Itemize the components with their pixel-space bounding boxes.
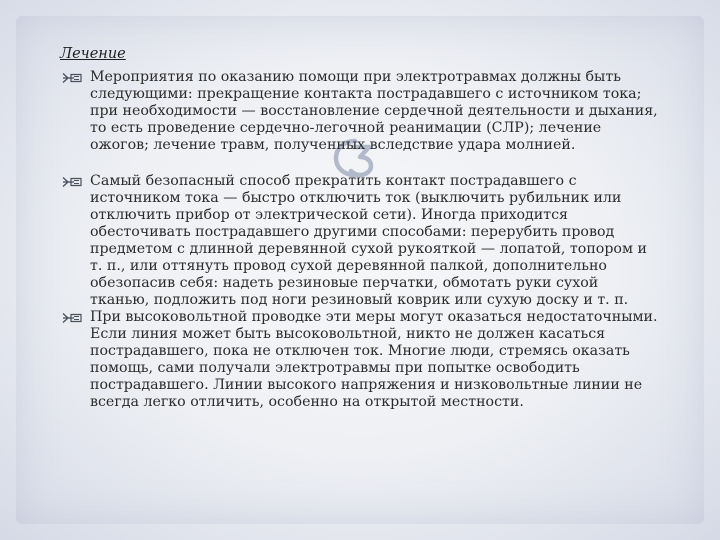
- bullet-item: [58, 69, 658, 154]
- bullet-item: [58, 173, 658, 309]
- bullet-arrow-icon: [62, 72, 82, 84]
- slide-content: [58, 69, 658, 411]
- bullet-text: Самый безопасный способ прекратить контакт пострадавшего с источником тока — быстро отключить ток (выключить рубильник или отключить прибор от электрической сети). Иногда приходится обесточивать пострадавшего другими способами: перерубить провод предметом с длинной деревянной сухой рукояткой — лопатой, топором и т. п., или оттянуть провод сухой деревянной палкой, дополнительно обезопасив себя: надеть резиновые перчатки, обмотать руки сухой тканью, подложить под ноги резиновый коврик или сухую доску и т. п.: [90, 173, 647, 308]
- slide-title: Лечение: [60, 46, 126, 62]
- bullet-arrow-icon: [62, 312, 82, 324]
- bullet-text: Мероприятия по оказанию помощи при электротравмах должны быть следующими: прекращение контакта пострадавшего с источником тока; при необходимости — восстановление сердечной деятельности и дыхания, то есть проведение сердечно-легочной реанимации (СЛР); лечение ожогов; лечение травм, полученных вследствие удара молнией.: [90, 69, 658, 153]
- bullet-text: При высоковольтной проводке эти меры могут оказаться недостаточными. Если линия может быть высоковольтной, никто не должен касаться пострадавшего, пока не отключен ток. Многие люди, стремясь оказать помощь, сами получали электротравмы при попытке освободить пострадавшего. Линии высокого напряжения и низковольтные линии не всегда легко отличить, особенно на открытой местности.: [90, 309, 658, 410]
- bullet-arrow-icon: [62, 176, 82, 188]
- bullet-item: [58, 309, 658, 411]
